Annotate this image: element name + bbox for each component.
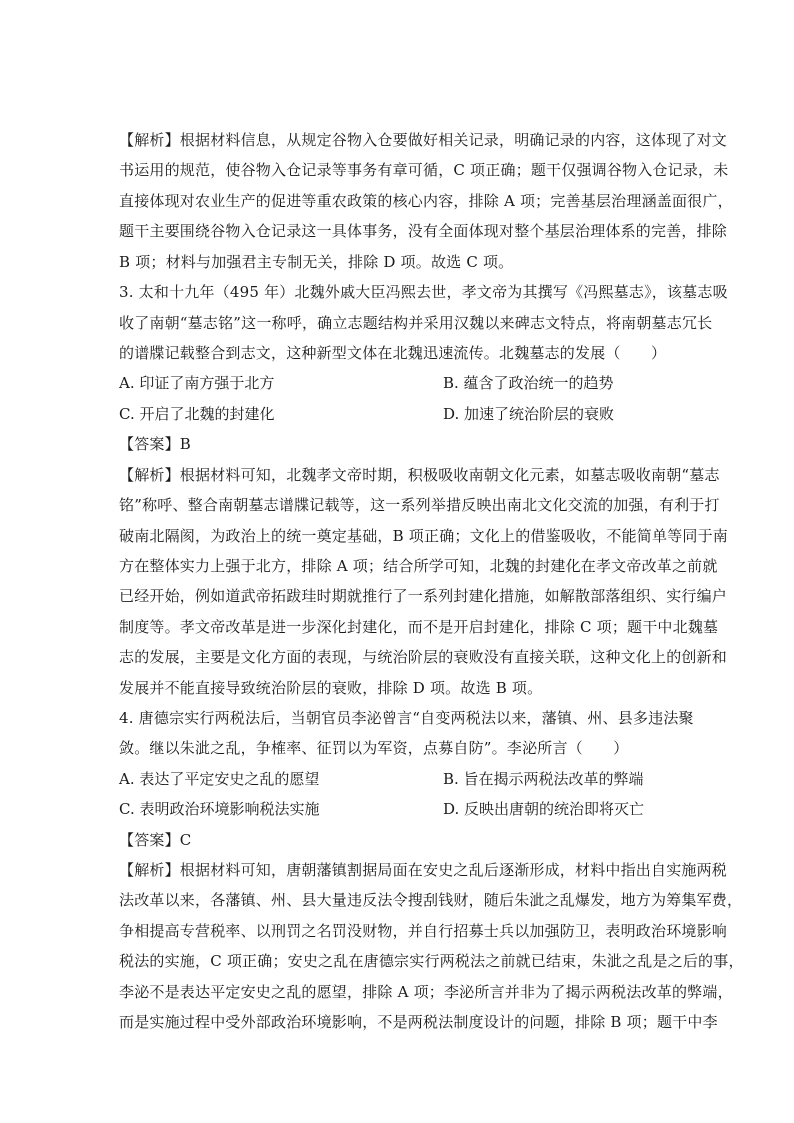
question-3-analysis-line: 【解析】根据材料可知，北魏孝文帝时期，积极吸收南朝文化元素，如墓志吸收南朝“墓志 [119,466,720,484]
question-3-analysis-line: 破南北隔阂，为政治上的统一奠定基础，B 项正确；文化上的借鉴吸收，不能简单等同于南 [119,527,728,545]
question-4-option-b: B. 旨在揭示两税法改革的弊端 [443,770,644,788]
question-3-stem-line: 3. 太和十九年（495 年）北魏外戚大臣冯熙去世，孝文帝为其撰写《冯熙墓志》，该墓志吸 [119,283,728,301]
question-4-analysis-line: 【解析】根据材料可知，唐朝藩镇割据局面在安史之乱后逐渐形成，材料中指出自实施两税 [119,861,728,879]
question-3-analysis-line: 已经开始，例如道武帝拓跋珪时期就推行了一系列封建化措施，如解散部落组织、实行编户 [119,587,728,605]
question-3-analysis-line: 发展并不能直接导致统治阶层的衰败，排除 D 项。故选 B 项。 [119,679,543,697]
question-3-stem-line: 收了南朝“墓志铭”这一称呼，确立志题结构并采用汉魏以来碑志文特点，将南朝墓志冗长 [119,314,713,332]
question-3-option-d: D. 加速了统治阶层的衰败 [443,405,615,423]
question-3-option-c: C. 开启了北魏的封建化 [119,405,275,423]
question-4-analysis-line: 法改革以来，各藩镇、州、县大量违反法令搜刮钱财，随后朱泚之乱爆发，地方为筹集军费， [119,891,743,909]
question-4-stem-line: 敛。继以朱泚之乱，争榷率、征罚以为军资，点募自防”。李泌所言（ ） [119,739,629,757]
analysis-line: 题干主要围绕谷物入仓记录这一具体事务，没有全面体现对整个基层治理体系的完善，排除 [119,222,728,240]
question-4-option-a: A. 表达了平定安史之乱的愿望 [119,770,320,788]
question-3-option-b: B. 蕴含了政治统一的趋势 [443,374,614,392]
question-3-analysis-line: 铭”称呼、整合南朝墓志谱牒记载等，这一系列举措反映出南北文化交流的加强，有利于打 [119,496,720,514]
analysis-line: 直接体现对农业生产的促进等重农政策的核心内容，排除 A 项；完善基层治理涵盖面很广， [119,192,733,210]
analysis-line: 【解析】根据材料信息，从规定谷物入仓要做好相关记录，明确记录的内容，这体现了对文 [119,131,728,149]
question-3-analysis-line: 志的发展，主要是文化方面的表现，与统治阶层的衰败没有直接关联，这种文化上的创新和 [119,648,728,666]
question-4-option-c: C. 表明政治环境影响税法实施 [119,800,320,818]
question-3-stem-line: 的谱牒记载整合到志文，这种新型文体在北魏迅速流传。北魏墓志的发展（ ） [119,344,667,362]
question-3-option-a: A. 印证了南方强于北方 [119,374,275,392]
question-3-answer: 【答案】B [119,435,192,453]
question-4-answer: 【答案】C [119,831,192,849]
question-4-option-d: D. 反映出唐朝的统治即将灭亡 [443,800,645,818]
question-4-stem-line: 4. 唐德宗实行两税法后，当朝官员李泌曾言“自变两税法以来，藩镇、州、县多违法聚 [119,709,694,727]
question-4-analysis-line: 而是实施过程中受外部政治环境影响，不是两税法制度设计的问题，排除 B 项；题干中李 [119,1013,718,1031]
question-4-analysis-line: 李泌不是表达平定安史之乱的愿望，排除 A 项；李泌所言并非为了揭示两税法改革的弊端， [119,983,733,1001]
question-3-analysis-line: 方在整体实力上强于北方，排除 A 项；结合所学可知，北魏的封建化在孝文帝改革之前就 [119,557,718,575]
question-3-analysis-line: 制度等。孝文帝改革是进一步深化封建化，而不是开启封建化，排除 C 项；题干中北魏墓 [119,618,719,636]
question-4-analysis-line: 争相提高专营税率、以刑罚之名罚没财物，并自行招募士兵以加强防卫，表明政治环境影响 [119,922,728,940]
analysis-line: B 项；材料与加强君主专制无关，排除 D 项。故选 C 项。 [119,253,514,271]
analysis-line: 书运用的规范，使谷物入仓记录等事务有章可循，C 项正确；题干仅强调谷物入仓记录，未 [119,161,729,179]
question-4-analysis-line: 税法的实施，C 项正确；安史之乱在唐德宗实行两税法之前就已结束，朱泚之乱是之后的事， [119,952,744,970]
